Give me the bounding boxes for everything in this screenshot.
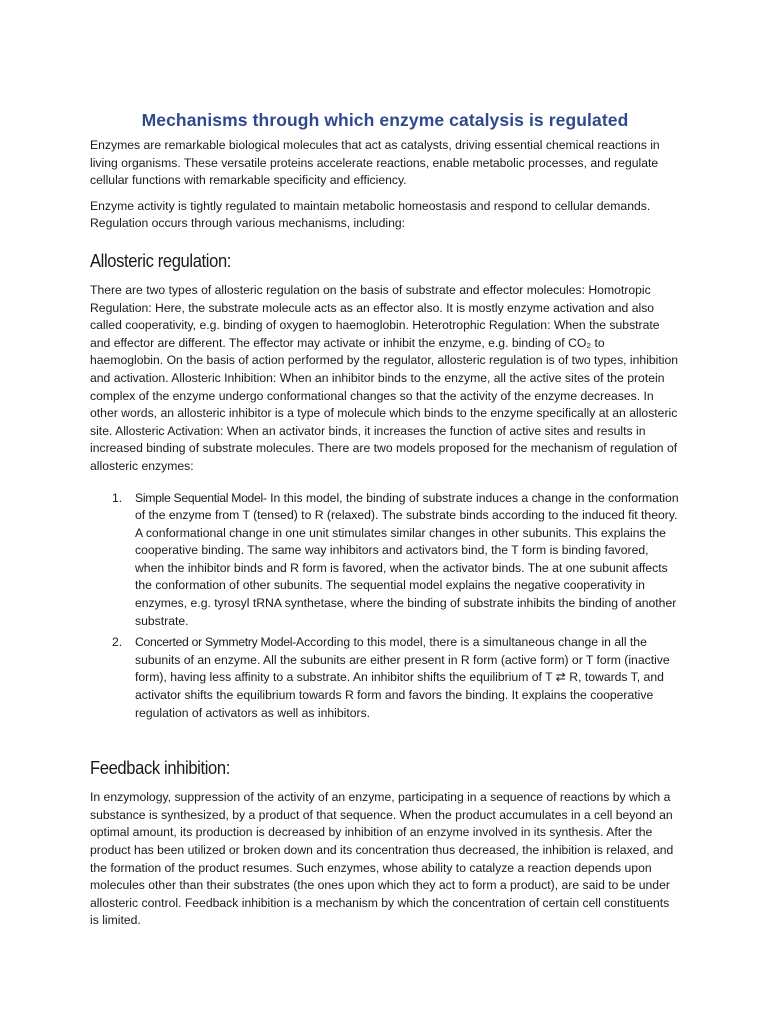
feedback-heading-text: Feedback inhibition (90, 758, 226, 779)
list-item-term: Concerted or Symmetry Model- (135, 635, 296, 650)
list-item-number: 1. (112, 490, 123, 505)
list-item (90, 634, 680, 722)
intro-paragraph-1: Enzymes are remarkable biological molecules that act as catalysts, driving essential chemical reactions in living organisms. These versatile proteins accelerate reactions, enable metabolic processes, and regulate cellular functions with remarkable specificity and efficiency. (90, 138, 660, 188)
allosteric-heading-colon: : (226, 250, 232, 271)
feedback-heading (90, 758, 633, 779)
list-item-text: In this model, the binding of substrate induces a change in the conformation of the enzyme from T (tensed) to R (relaxed). The substrate binds according to the induced fit theory. A conformational change in one unit stimulates similar changes in other subunits. This explains the cooperative binding. The same way inhibitors and activators bind, the T form is binding favored, when the inhibitor binds and R form is favored, when the activator binds. The at one subunit affects the conformation of other subunits. The sequential model explains the negative cooperativity in enzymes, e.g. tyrosyl tRNA synthetase, where the binding of substrate inhibits the binding of another substrate. (135, 490, 679, 628)
allosteric-heading (90, 251, 633, 272)
feedback-paragraph: In enzymology, suppression of the activity of an enzyme, participating in a sequence of reactions by which a substance is synthesized, by a product of that sequence. When the product accumulates in a cell beyond an optimal amount, its production is decreased by inhibition of an enzyme involved in its synthesis. After the product has been utilized or broken down and its concentration thus decreased, the inhibition is relaxed, and the formation of the product resumes. Such enzymes, whose ability to catalyze a reaction depends upon molecules other than their substrates (the ones upon which they act to form a product), are said to be under allosteric control. Feedback inhibition is a mechanism by which the concentration of certain cell constituents is limited. (90, 790, 674, 928)
list-item-text: According to this model, there is a simultaneous change in all the subunits of an enzyme. All the subunits are either present in R form (active form) or T form (inactive form), having less affinity to a substrate. An inhibitor shifts the equilibrium of T ⇄ R, towards T, and activator shifts the equilibrium towards R form and favors the binding. It explains the cooperative regulation of activators as well as inhibitors. (135, 635, 670, 720)
list-item (90, 490, 680, 631)
allosteric-paragraph: There are two types of allosteric regulation on the basis of substrate and effector molecules: Homotropic Regulation: Here, the substrate molecule acts as an effector also. It is mostly enzyme activation and also called cooperativity, e.g. binding of oxygen to haemoglobin. Heterotrophic Regulation: When the substrate and effector are different. The effector may activate or inhibit the enzyme, e.g. binding of CO₂ to haemoglobin. On the basis of action performed by the regulator, allosteric regulation is of two types, inhibition and activation. Allosteric Inhibition: When an inhibitor binds to the enzyme, all the active sites of the protein complex of the enzyme undergo conformational changes so that the activity of the enzyme decreases. In other words, an allosteric inhibitor is a type of molecule which binds to the enzyme specifically at an allosteric site. Allosteric Activation: When an activator binds, it increases the function of active sites and results in increased binding of substrate molecules. There are two models proposed for the mechanism of regulation of allosteric enzymes: (90, 282, 679, 473)
intro-paragraph-2: Enzyme activity is tightly regulated to maintain metabolic homeostasis and respond to cellular demands. Regulation occurs through various mechanisms, including: (90, 198, 651, 231)
list-item-term: Simple Sequential Model- (135, 490, 267, 505)
allosteric-models-list (90, 490, 680, 723)
section-spacer (90, 726, 680, 740)
allosteric-heading-text: Allosteric regulation (90, 250, 227, 271)
feedback-heading-colon: : (225, 758, 231, 779)
list-item-number: 2. (112, 635, 123, 650)
document-title: Mechanisms through which enzyme catalysis is regulated (141, 110, 629, 130)
